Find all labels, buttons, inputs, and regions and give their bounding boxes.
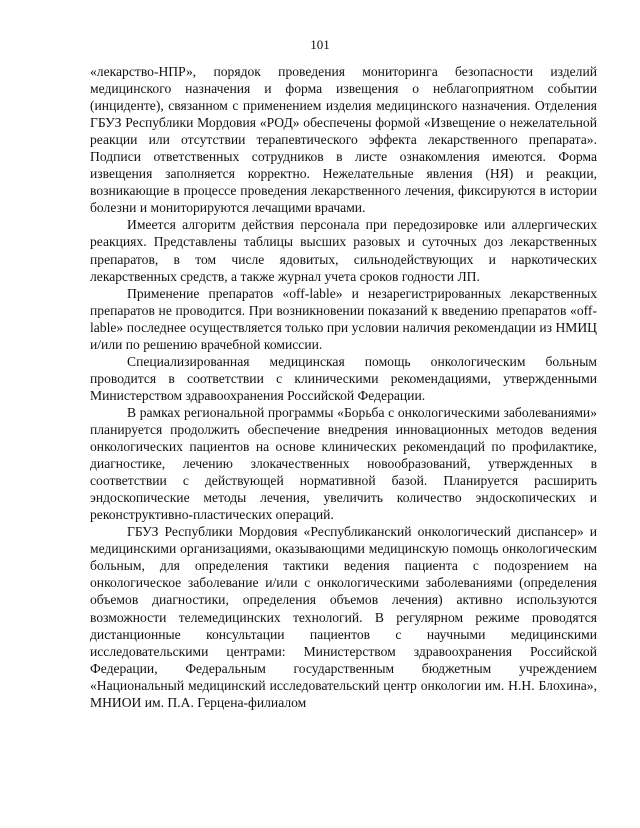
paragraph-regional-program: В рамках региональной программы «Борьба с онкологическими заболеваниями» планируется продолжить обеспечение внедрения инновационных методов ведения онкологических пациентов на основе клинических рекомендаций по профилактике, диагностике, лечению злокачественных новообразований, утвержденных в соответствии с действующей нормативной базой. Планируется расширить эндоскопические методы лечения, увеличить количество эндоскопических и реконструктивно-пластических операций. [90,404,597,523]
paragraph-overdose-algorithm: Имеется алгоритм действия персонала при передозировке или аллергических реакциях. Представлены таблицы высших разовых и суточных доз лекарственных препаратов, в том числе ядовитых, сильнодействующих и наркотических лекарственных средств, а также журнал учета сроков годности ЛП. [90,217,597,284]
document-body [90,63,597,711]
paragraph-adverse-reaction-monitoring: «лекарство-НПР», порядок проведения мониторинга безопасности изделий медицинского назначения и форма извещения о неблагоприятном событии (инциденте), связанном с применением изделия медицинского назначения. Отделения ГБУЗ Республики Мордовия «РОД» обеспечены формой «Извещение о нежелательной реакции или отсутствии терапевтического эффекта лекарственного препарата». Подписи ответственных сотрудников в листе ознакомления имеются. Форма извещения заполняется корректно. Нежелательные явления (НЯ) и реакции, возникающие в процессе проведения лекарственного лечения, фиксируются в истории болезни и мониторируются лечащими врачами. [90,64,597,216]
paragraph-specialized-care: Специализированная медицинская помощь онкологическим больным проводится в соответствии с клиническими рекомендациями, утвержденными Министерством здравоохранения Российской Федерации. [90,353,597,403]
paragraph-off-label-use: Применение препаратов «off-lable» и незарегистрированных лекарственных препаратов не проводится. При возникновении показаний к введению препаратов «off-lable» последнее осуществляется только при условии наличия рекомендации из НМИЦ и/или по решению врачебной комиссии. [90,285,597,352]
paragraph-telemedicine: ГБУЗ Республики Мордовия «Республиканский онкологический диспансер» и медицинскими организациями, оказывающими медицинскую помощь онкологическим больным, для определения тактики ведения пациента с подозрением на онкологическое заболевание и/или с онкологическими заболеваниями (определения объемов диагностики, определения объемов лечения) активно используются возможности телемедицинских технологий. В регулярном режиме проводятся дистанционные консультации пациентов с научными медицинскими исследовательскими центрами: Министерством здравоохранения Российской Федерации, Федеральным государственным бюджетным учреждением «Национальный медицинский исследовательский центр онкологии им. Н.Н. Блохина», МНИОИ им. П.А. Герцена-филиалом [90,524,597,710]
page-number: 101 [310,37,330,52]
